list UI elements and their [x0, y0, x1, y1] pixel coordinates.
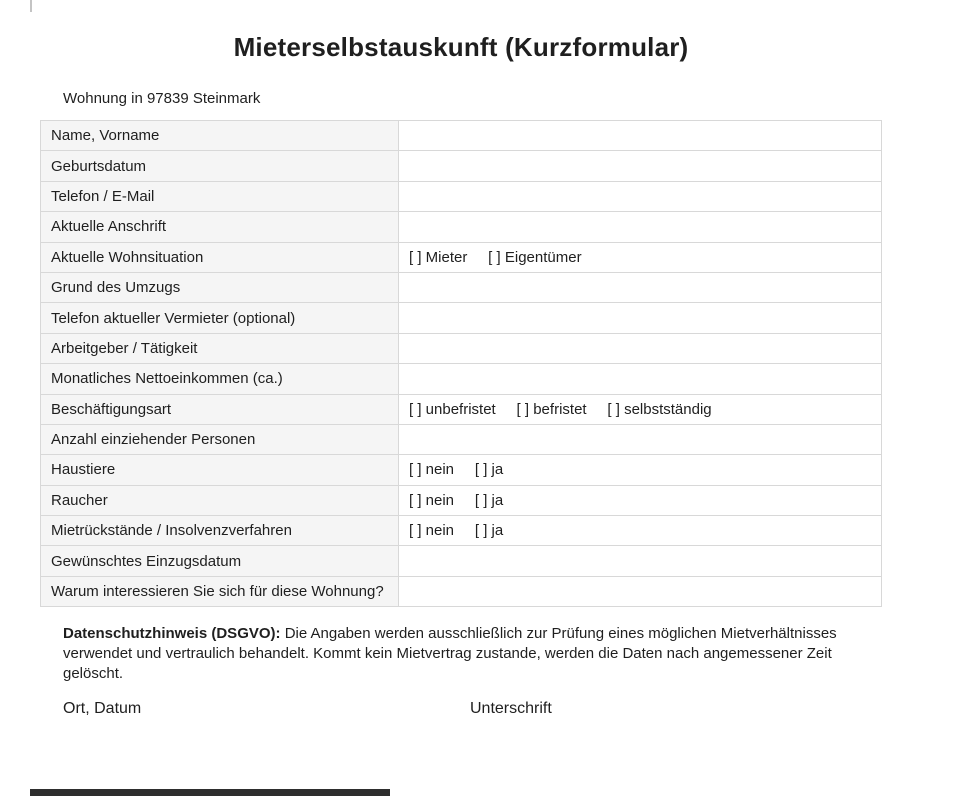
table-row [41, 455, 881, 485]
row-label: Anzahl einziehender Personen [41, 425, 399, 454]
privacy-notice [63, 624, 855, 684]
next-page-top-edge [30, 789, 390, 796]
table-row [41, 303, 881, 333]
row-label: Name, Vorname [41, 121, 399, 150]
row-value [399, 577, 881, 606]
page-edge-mark [30, 0, 32, 12]
row-label: Grund des Umzugs [41, 273, 399, 302]
table-row [41, 182, 881, 212]
row-value-checkboxes: [ ] nein [ ] ja [399, 486, 881, 515]
place-date-label: Ort, Datum [63, 700, 142, 717]
row-label: Aktuelle Wohnsituation [41, 243, 399, 272]
row-value [399, 334, 881, 363]
row-value-checkboxes: [ ] unbefristet [ ] befristet [ ] selbstständig [399, 395, 881, 424]
table-row [41, 425, 881, 455]
row-value [399, 151, 881, 180]
row-label: Aktuelle Anschrift [41, 212, 399, 241]
row-label: Telefon / E-Mail [41, 182, 399, 211]
row-label: Haustiere [41, 455, 399, 484]
row-value [399, 121, 881, 150]
row-label: Geburtsdatum [41, 151, 399, 180]
table-row [41, 334, 881, 364]
row-value [399, 273, 881, 302]
table-row [41, 395, 881, 425]
form-table [40, 120, 882, 607]
table-row [41, 121, 881, 151]
row-value [399, 425, 881, 454]
row-value [399, 364, 881, 393]
row-value [399, 546, 881, 575]
row-value [399, 212, 881, 241]
table-row [41, 364, 881, 394]
table-row [41, 546, 881, 576]
row-value [399, 303, 881, 332]
table-row [41, 486, 881, 516]
row-label: Beschäftigungsart [41, 395, 399, 424]
row-value-checkboxes: [ ] Mieter [ ] Eigentümer [399, 243, 881, 272]
row-label: Gewünschtes Einzugsdatum [41, 546, 399, 575]
privacy-notice-text: Die Angaben werden ausschließlich zur Prüfung eines möglichen Mietverhältnisses verwendet und vertraulich behandelt. Kommt kein Mietvertrag zustande, werden die Daten nach angemessener Zeit gelöscht. [63, 625, 837, 682]
table-row [41, 151, 881, 181]
row-label: Telefon aktueller Vermieter (optional) [41, 303, 399, 332]
row-value-checkboxes: [ ] nein [ ] ja [399, 455, 881, 484]
page-title: Mieterselbstauskunft (Kurzformular) [233, 32, 689, 62]
row-label: Monatliches Nettoeinkommen (ca.) [41, 364, 399, 393]
row-label: Raucher [41, 486, 399, 515]
row-label: Mietrückstände / Insolvenzverfahren [41, 516, 399, 545]
table-row [41, 577, 881, 607]
signature-label: Unterschrift [470, 700, 552, 717]
table-row [41, 273, 881, 303]
table-row [41, 243, 881, 273]
row-value [399, 182, 881, 211]
table-row [41, 516, 881, 546]
page-subtitle: Wohnung in 97839 Steinmark [63, 90, 261, 107]
row-value-checkboxes: [ ] nein [ ] ja [399, 516, 881, 545]
row-label: Warum interessieren Sie sich für diese Wohnung? [41, 577, 399, 606]
table-row [41, 212, 881, 242]
row-label: Arbeitgeber / Tätigkeit [41, 334, 399, 363]
privacy-notice-label: Datenschutzhinweis (DSGVO): [63, 625, 281, 642]
